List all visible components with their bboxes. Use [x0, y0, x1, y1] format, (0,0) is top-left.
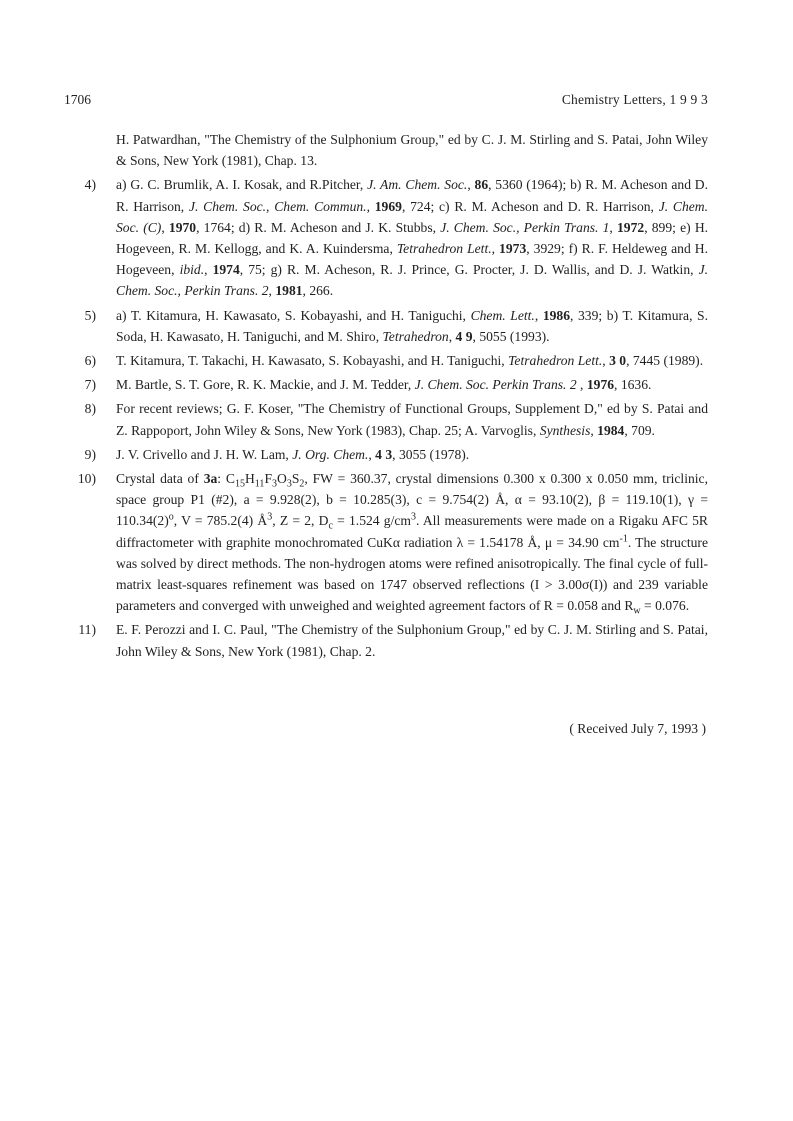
reference-text: , [204, 262, 213, 278]
reference-text: w [633, 605, 641, 617]
reference-text: Synthesis [539, 422, 591, 438]
reference-number: 6) [84, 353, 96, 369]
reference-number: 4) [84, 177, 96, 193]
reference-text: 4 9 [455, 328, 473, 344]
reference-text: 1970 [168, 219, 197, 235]
reference-text: , [366, 198, 375, 214]
reference-text: Chem. Lett. [470, 307, 535, 323]
reference-text: 1984 [597, 422, 625, 438]
reference-text: 11 [254, 478, 265, 490]
reference-text: J. Org. Chem. [292, 446, 369, 462]
reference-text: For recent reviews; G. F. Koser, "The Chemistry of Functional Groups, Supplement D," ed by S. Patai and Z. Rappoport, John Wiley & Sons, New York (1983), Chap. 25; A. Varvoglis, [116, 401, 708, 438]
reference-text: J. Chem. Soc. (C) [116, 198, 709, 235]
reference-text: , 724; c) R. M. Acheson and D. R. Harrison, [401, 198, 659, 214]
reference-text: ibid. [179, 262, 205, 278]
reference-text: S [291, 471, 300, 487]
reference-item [64, 374, 708, 395]
reference-text: Tetrahedron Lett. [396, 241, 492, 257]
reference-text: , [268, 283, 276, 299]
reference-item [64, 398, 708, 440]
reference-text: , 3055 (1978). [392, 446, 470, 462]
reference-item [64, 619, 708, 661]
reference-text: T. Kitamura, T. Takachi, H. Kawasato, S. Kobayashi, and H. Taniguchi, [116, 353, 509, 369]
reference-text: , 7445 (1989). [626, 353, 704, 369]
reference-text: 4 3 [375, 446, 393, 462]
reference-text: , 3929; f) R. F. Heldeweg and H. Hogeveen, [116, 241, 708, 278]
reference-item [64, 468, 708, 616]
reference-text: J. Chem. Soc., Chem. Commun. [188, 198, 367, 214]
reference-text: , [534, 307, 543, 323]
reference-text: J. V. Crivello and J. H. W. Lam, [116, 446, 293, 462]
reference-text: 3 [286, 478, 292, 490]
reference-text: J. Am. Chem. Soc. [367, 177, 468, 193]
reference-text: M. Bartle, S. T. Gore, R. K. Mackie, and J. M. Tedder, [116, 377, 415, 393]
reference-number: 10) [77, 471, 96, 487]
reference-text: , 5055 (1993). [472, 328, 550, 344]
reference-text: 3 0 [609, 353, 627, 369]
reference-text: , [368, 446, 376, 462]
reference-text: . The structure was solved by direct methods. The non-hydrogen atoms were refined anisotropically. The final cycle of full-matrix least-squares refinement was based on 1747 observed reflections (I > 3.00σ(I)) and 239 variable parameters and converged with unweighed and weighted agreement factors of R = 0.058 and R [116, 534, 708, 614]
reference-text: 3a [203, 471, 218, 487]
reference-text: . All measurements were made on a Rigaku AFC 5R diffractometer with graphite monochromated CuKα radiation λ = 1.54178 Å, μ = 34.90 cm [116, 513, 708, 550]
reference-text: = 1.524 g/cm [332, 513, 411, 529]
reference-text: , 899; e) H. Hogeveen, R. M. Kellogg, and K. A. Kuindersma, [116, 219, 709, 257]
reference-number: 8) [84, 401, 96, 417]
reference-text: , FW = 360.37, crystal dimensions 0.300 x 0.300 x 0.050 mm, triclinic, space group P1 (#2), a = 9.928(2), b = 10.285(3), c = 9.754(2) Å, α = 93.10(2), β = 119.10(1), γ = 110.34(2) [116, 471, 708, 529]
reference-number: 5) [84, 307, 96, 323]
page-number: 1706 [64, 92, 91, 107]
reference-text: , Z = 2, D [272, 513, 329, 529]
reference-text: 3 [267, 511, 273, 523]
reference-text: , 75; g) R. M. Acheson, R. J. Prince, G. Procter, J. D. Wallis, and D. J. Watkin, [239, 262, 699, 278]
reference-item [64, 129, 708, 171]
reference-text: Crystal data of [116, 471, 204, 487]
reference-text: , 1636. [614, 377, 652, 393]
reference-number: 11) [78, 622, 96, 638]
reference-list [64, 129, 708, 665]
reference-text: , [491, 241, 500, 257]
reference-text: H. Patwardhan, "The Chemistry of the Sulphonium Group," ed by C. J. M. Stirling and S. Patai, John Wiley & Sons, New York (1981), Chap. 13. [116, 132, 708, 169]
reference-text: 1986 [542, 307, 571, 323]
reference-text: c [328, 521, 333, 533]
reference-text: , V = 785.2(4) Å [173, 513, 268, 529]
reference-text: 2 [299, 478, 305, 490]
reference-text: H [244, 471, 255, 487]
reference-text: , 266. [302, 283, 334, 299]
reference-text: , [590, 422, 598, 438]
reference-item [64, 305, 708, 347]
reference-number: 9) [84, 446, 96, 462]
reference-text: 15 [234, 478, 245, 490]
reference-text: J. Chem. Soc., Perkin Trans. 2 [116, 262, 709, 299]
reference-text: 1981 [275, 283, 303, 299]
reference-item [64, 444, 708, 465]
reference-text: , 339; b) T. Kitamura, S. Soda, H. Kawasato, H. Taniguchi, and M. Shiro, [116, 307, 709, 344]
reference-text: O [277, 471, 287, 487]
reference-text: E. F. Perozzi and I. C. Paul, "The Chemistry of the Sulphonium Group," ed by C. J. M. Stirling and S. Patai, John Wiley & Sons, New York (1981), Chap. 2. [116, 622, 708, 659]
reference-item [64, 174, 708, 301]
reference-text: , [576, 377, 587, 393]
reference-text: 86 [474, 177, 489, 193]
reference-text: , 5360 (1964); b) R. M. Acheson and D. R. Harrison, [116, 177, 708, 214]
reference-text: J. Chem. Soc., Perkin Trans. 1 [440, 219, 610, 235]
reference-text: , [602, 353, 610, 369]
reference-text: 1973 [499, 241, 527, 257]
reference-text: -1 [619, 533, 628, 545]
reference-text: , [467, 177, 475, 193]
reference-text: J. Chem. Soc. Perkin Trans. 2 [414, 377, 577, 393]
reference-text: : C [217, 471, 235, 487]
reference-text: F [264, 471, 272, 487]
reference-item [64, 350, 708, 371]
reference-text: 3 [272, 478, 277, 490]
reference-text: 1969 [374, 198, 402, 214]
reference-text: 3 [411, 511, 416, 523]
reference-text: , 709. [624, 422, 655, 438]
reference-text: , [448, 328, 456, 344]
reference-text: , [161, 219, 169, 235]
reference-text: Tetrahedron [382, 328, 449, 344]
reference-text: Tetrahedron Lett. [508, 353, 603, 369]
reference-text: a) T. Kitamura, H. Kawasato, S. Kobayashi, and H. Taniguchi, [116, 307, 471, 323]
reference-text: 1976 [586, 377, 615, 393]
journal-header: Chemistry Letters, 1 9 9 3 [561, 92, 708, 107]
reference-text: , 1764; d) R. M. Acheson and J. K. Stubbs, [196, 219, 441, 235]
reference-text: 1972 [617, 219, 645, 235]
received-date: ( Received July 7, 1993 ) [569, 721, 706, 736]
reference-text: , [609, 219, 617, 235]
reference-number: 7) [84, 377, 96, 393]
reference-text: a) G. C. Brumlik, A. I. Kosak, and R.Pitcher, [116, 177, 368, 193]
reference-text: = 0.076. [640, 598, 690, 614]
reference-text: 1974 [212, 262, 240, 278]
reference-text: o [168, 511, 174, 523]
